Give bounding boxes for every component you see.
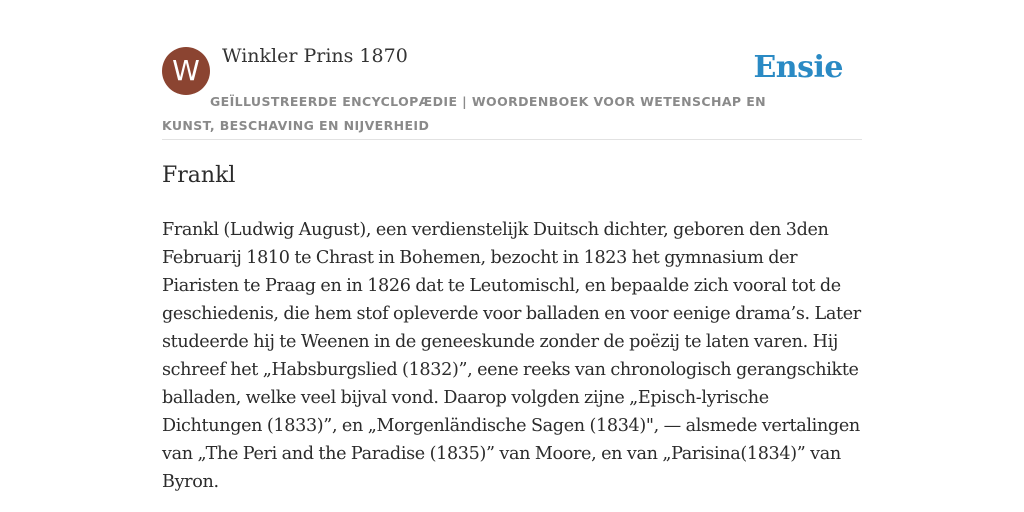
- header-divider: [162, 139, 862, 140]
- entry-body: Frankl (Ludwig August), een verdienstelijk Duitsch dichter, geboren den 3den Februarij 1810 te Chrast in Bohemen, bezocht in 1823 het gymnasium der Piaristen te Praag en in 1826 dat te Leutomischl, en bepaalde zich vooral tot de geschiedenis, die hem stof opleverde voor balladen en voor eenige drama’s. Later studeerde hij te Weenen in de geneeskunde zonder de poëzij te laten varen. Hij schreef het „Habsburgslied (1832)”, eene reeks van chronologisch gerangschikte balladen, welke veel bijval vond. Daarop volgden zijne „Episch-lyrische Dichtungen (1833)”, en „Morgenländische Sagen (1834)", — alsmede vertalingen van „The Peri and the Paradise (1835)” van Moore, en van „Parisina(1834)” van Byron.: [162, 220, 861, 492]
- source-title-link[interactable]: Winkler Prins 1870: [222, 45, 408, 67]
- ensie-logo[interactable]: Ensie: [753, 50, 843, 85]
- entry-title: Frankl: [162, 163, 236, 188]
- source-avatar[interactable]: W: [162, 47, 210, 95]
- entry-card: [162, 0, 862, 512]
- source-subtitle: GEÏLLUSTREERDE ENCYCLOPÆDIE | WOORDENBOEK VOOR WETENSCHAP EN KUNST, BESCHAVING EN NIJVERHEID: [162, 94, 767, 133]
